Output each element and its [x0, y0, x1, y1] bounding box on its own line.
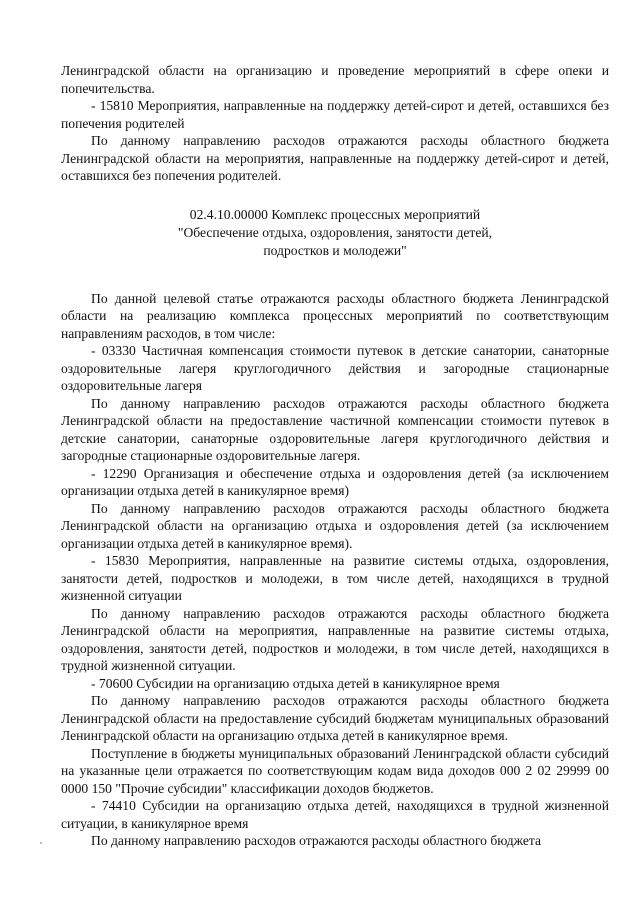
document-page [61, 62, 609, 850]
paragraph-74410-description: По данному направлению расходов отражаются расходы областного бюджета [91, 833, 542, 848]
paragraph-15830-description: По данному направлению расходов отражаются расходы областного бюджета Ленинградской области на мероприятия, направленные на развитие системы отдыха, оздоровления, занятости детей, подростков и молодежи, в том числе детей, находящихся в трудной жизненной ситуации. [61, 605, 609, 673]
paragraph-continuation: Ленинградской области на организацию и проведение мероприятий в сфере опеки и попечительства. [61, 63, 609, 96]
section-heading-line-2: "Обеспечение отдыха, оздоровления, занятости детей, [177, 224, 493, 240]
paragraph-item-03330: - 03330 Частичная компенсация стоимости путевок в детские санатории, санаторные оздоровительные лагеря круглогодичного действия и загородные стационарные оздоровительные лагеря [61, 343, 609, 393]
paragraph-70600-revenue-note: Поступление в бюджеты муниципальных образований Ленинградской области субсидий на указанные цели отражается по соответствующим кодам вида доходов 000 2 02 29999 00 0000 150 "Прочие субсидии" классификации доходов бюджетов. [61, 745, 609, 796]
paragraph-70600-description: По данному направлению расходов отражаются расходы областного бюджета Ленинградской области на предоставление субсидий бюджетам муниципальных образований Ленинградской области на организацию отдыха детей в каникулярное время. [61, 693, 609, 743]
paragraph-item-70600: - 70600 Субсидии на организацию отдыха детей в каникулярное время [91, 675, 500, 691]
section-heading-line-1: 02.4.10.00000 Комплекс процессных мероприятий [189, 206, 481, 222]
section-heading-line-3: подростков и молодежи" [263, 242, 407, 258]
section-heading [61, 206, 609, 260]
paragraph-intro: По данной целевой статье отражаются расходы областного бюджета Ленинградской области на реализацию комплекса процессных мероприятий по соответствующим направлениям расходов, в том числе: [61, 290, 609, 341]
paragraph-03330-description: По данному направлению расходов отражаются расходы областного бюджета Ленинградской области на предоставление частичной компенсации стоимости путевок в детские санатории, санаторные оздоровительные лагеря круглогодичного действия и загородные стационарные оздоровительные лагеря. [61, 395, 609, 463]
paragraph-item-15810: - 15810 Мероприятия, направленные на поддержку детей-сирот и детей, оставшихся без попечения родителей [61, 98, 609, 131]
paragraph-15810-description: По данному направлению расходов отражаются расходы областного бюджета Ленинградской области на мероприятия, направленные на поддержку детей-сирот и детей, оставшихся без попечения родителей. [61, 133, 609, 183]
paragraph-item-15830: - 15830 Мероприятия, направленные на развитие системы отдыха, оздоровления, занятости детей, подростков и молодежи, в том числе детей, находящихся в трудной жизненной ситуации [61, 553, 609, 603]
paragraph-item-12290: - 12290 Организация и обеспечение отдыха и оздоровления детей (за исключением организации отдыха детей в каникулярное время) [61, 465, 609, 498]
scan-speck [40, 842, 42, 844]
paragraph-item-74410: - 74410 Субсидии на организацию отдыха детей, находящихся в трудной жизненной ситуации, в каникулярное время [61, 798, 609, 831]
paragraph-12290-description: По данному направлению расходов отражаются расходы областного бюджета Ленинградской области на организацию отдыха и оздоровления детей (за исключением организации отдыха детей в каникулярное время). [61, 500, 609, 551]
